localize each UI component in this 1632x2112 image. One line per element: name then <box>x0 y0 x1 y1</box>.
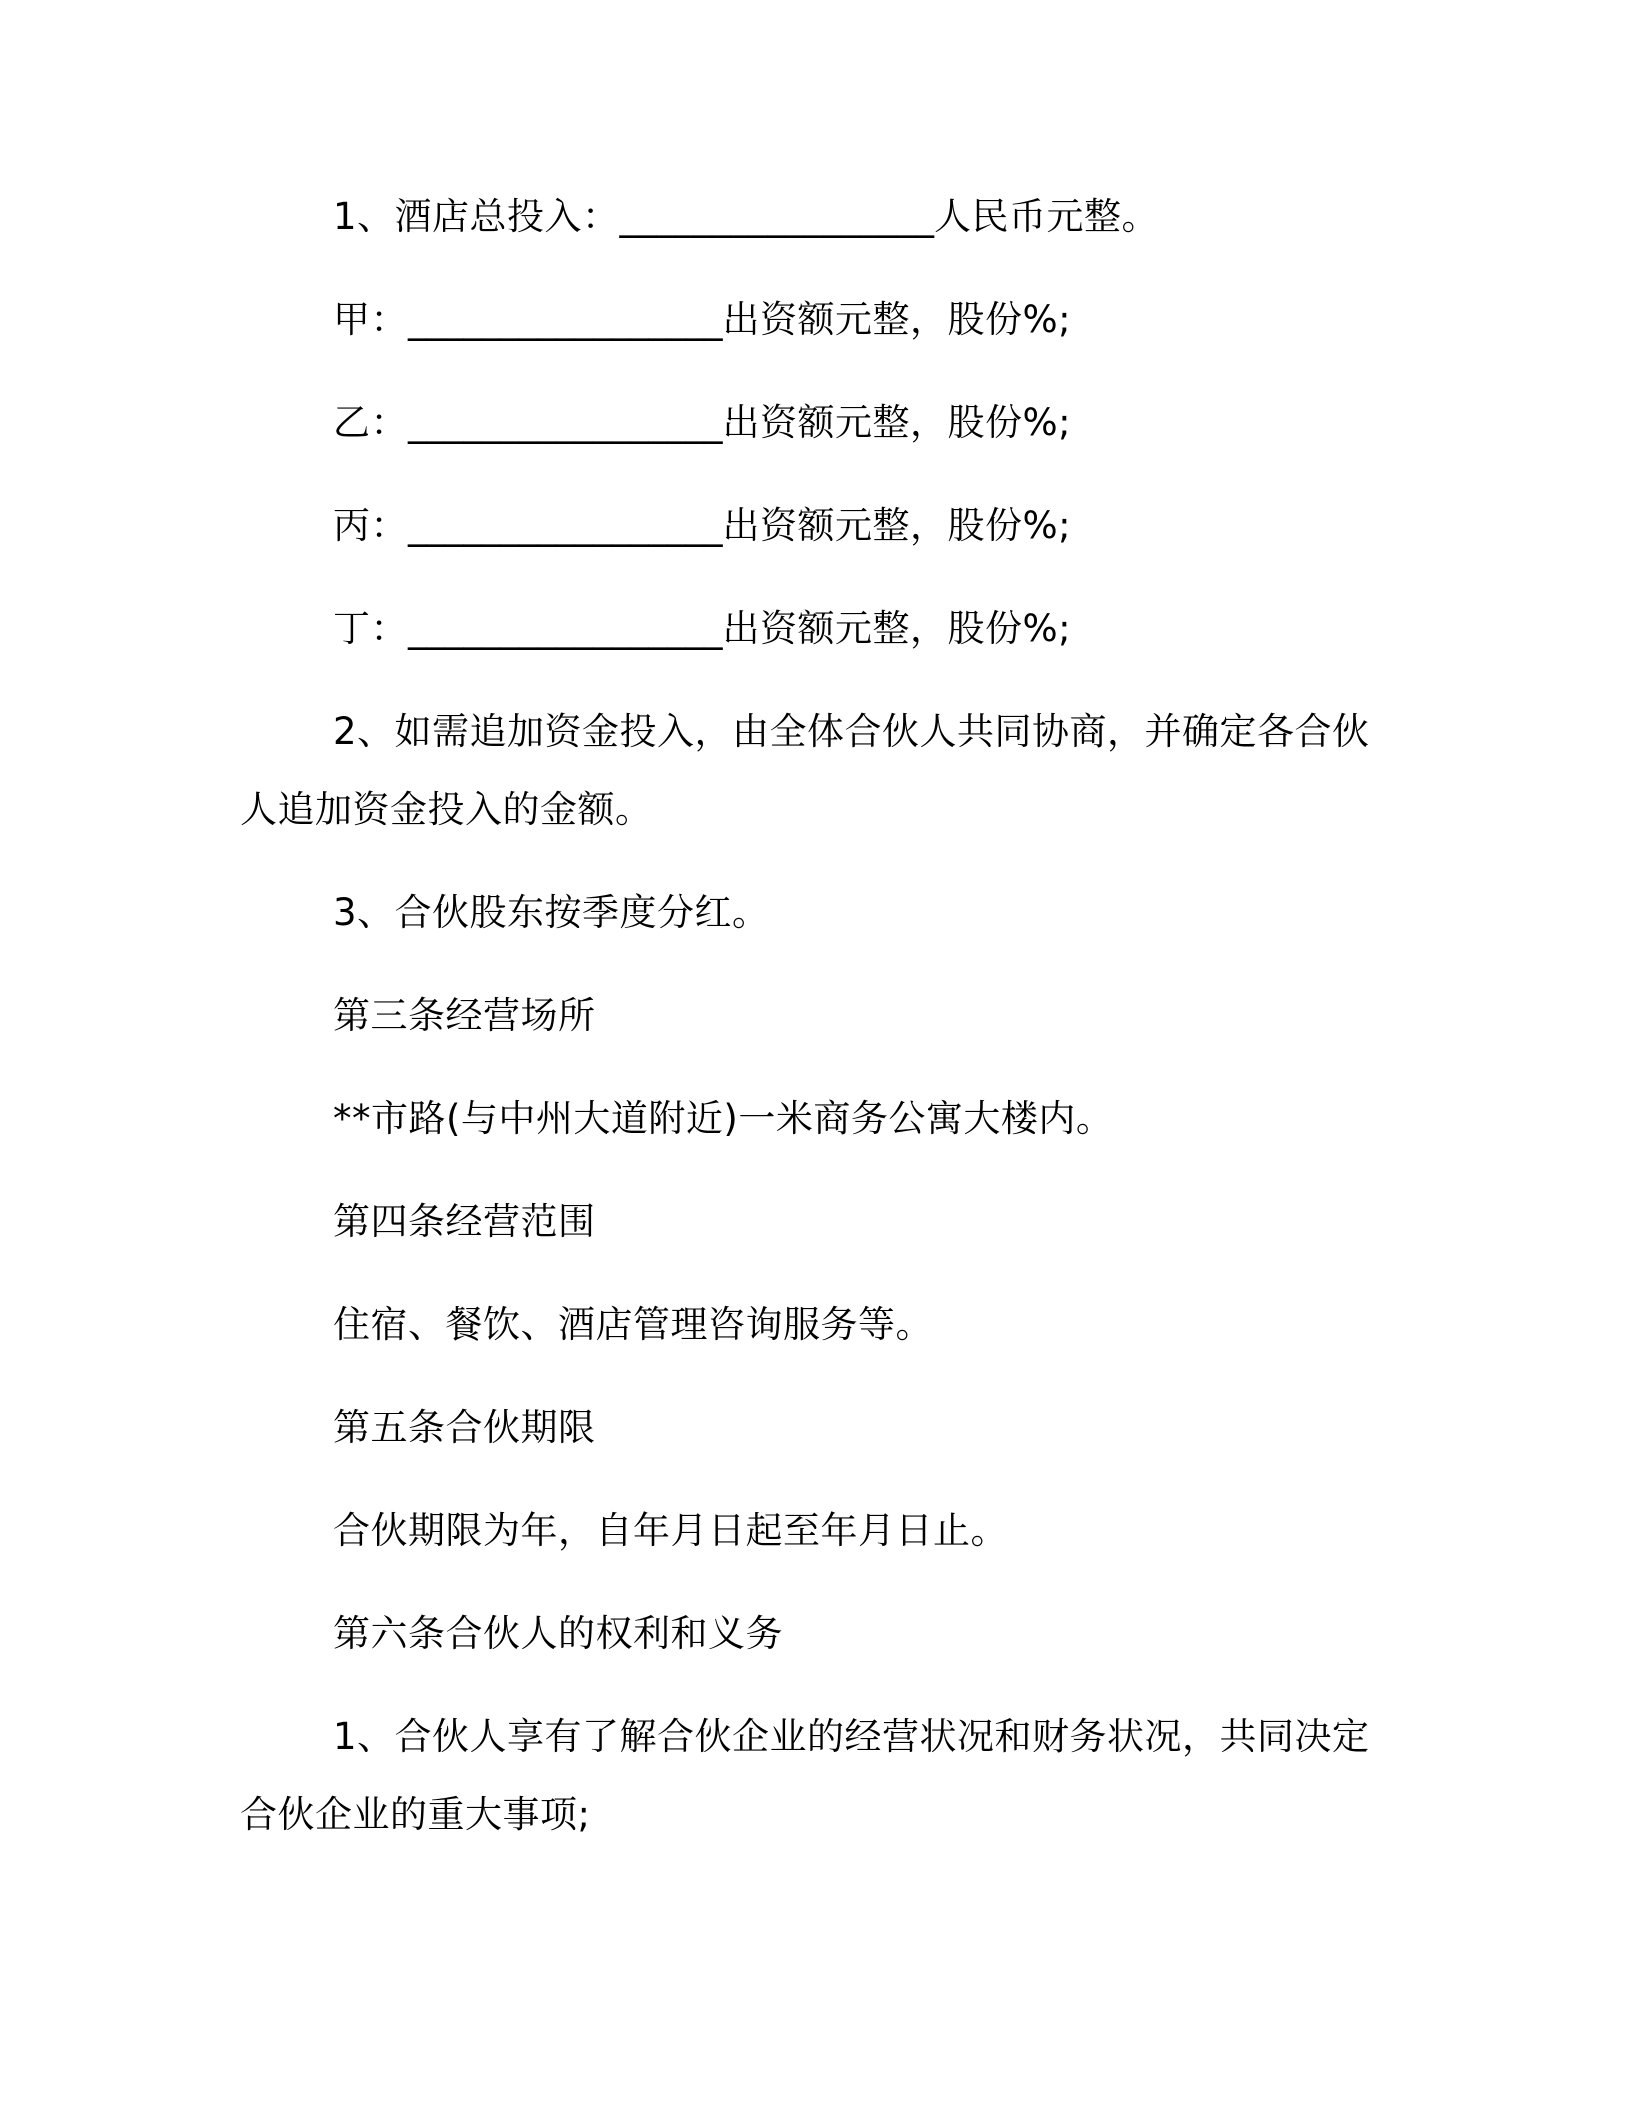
partner-bing-line <box>333 504 1071 548</box>
total-investment-suffix: 人民币元整。 <box>934 195 1160 238</box>
clause-2-line-2: 人追加资金投入的金额。 <box>240 788 653 831</box>
article-4-body: 住宿、餐饮、酒店管理咨询服务等。 <box>333 1303 933 1346</box>
partner-yi-blank: _________________ <box>408 401 723 444</box>
partner-jia-blank: _________________ <box>408 298 723 341</box>
partner-ding-label: 丁： <box>333 607 408 650</box>
partner-ding-suffix: 出资额元整，股份%; <box>722 607 1072 650</box>
article-5-title: 第五条合伙期限 <box>333 1406 596 1449</box>
partner-bing-suffix: 出资额元整，股份%; <box>722 504 1072 547</box>
partner-ding-line <box>333 607 1071 651</box>
partner-jia-line <box>333 298 1071 342</box>
article-3-title: 第三条经营场所 <box>333 994 596 1037</box>
total-investment-line <box>333 195 1159 239</box>
partner-ding-blank: _________________ <box>408 607 723 650</box>
article-6-clause-1-line-2: 合伙企业的重大事项; <box>240 1793 591 1836</box>
partner-yi-suffix: 出资额元整，股份%; <box>722 401 1072 444</box>
partner-bing-blank: _________________ <box>408 504 723 547</box>
total-investment-blank: _________________ <box>619 195 935 238</box>
partner-bing-label: 丙： <box>333 504 408 547</box>
article-5-body: 合伙期限为年，自年月日起至年月日止。 <box>333 1509 1008 1552</box>
partner-jia-suffix: 出资额元整，股份%; <box>722 298 1072 341</box>
partner-jia-label: 甲： <box>333 298 408 341</box>
article-3-body: **市路(与中州大道附近)一米商务公寓大楼内。 <box>333 1097 1114 1140</box>
article-6-title: 第六条合伙人的权利和义务 <box>333 1612 783 1655</box>
article-4-title: 第四条经营范围 <box>333 1200 596 1243</box>
partner-yi-label: 乙： <box>333 401 408 444</box>
total-investment-label: 1、酒店总投入： <box>333 195 620 238</box>
partner-yi-line <box>333 401 1071 445</box>
clause-3: 3、合伙股东按季度分红。 <box>333 891 770 934</box>
article-6-clause-1-line-1: 1、合伙人享有了解合伙企业的经营状况和财务状况，共同决定 <box>333 1715 1370 1758</box>
clause-2-line-1: 2、如需追加资金投入，由全体合伙人共同协商，并确定各合伙 <box>333 710 1370 753</box>
